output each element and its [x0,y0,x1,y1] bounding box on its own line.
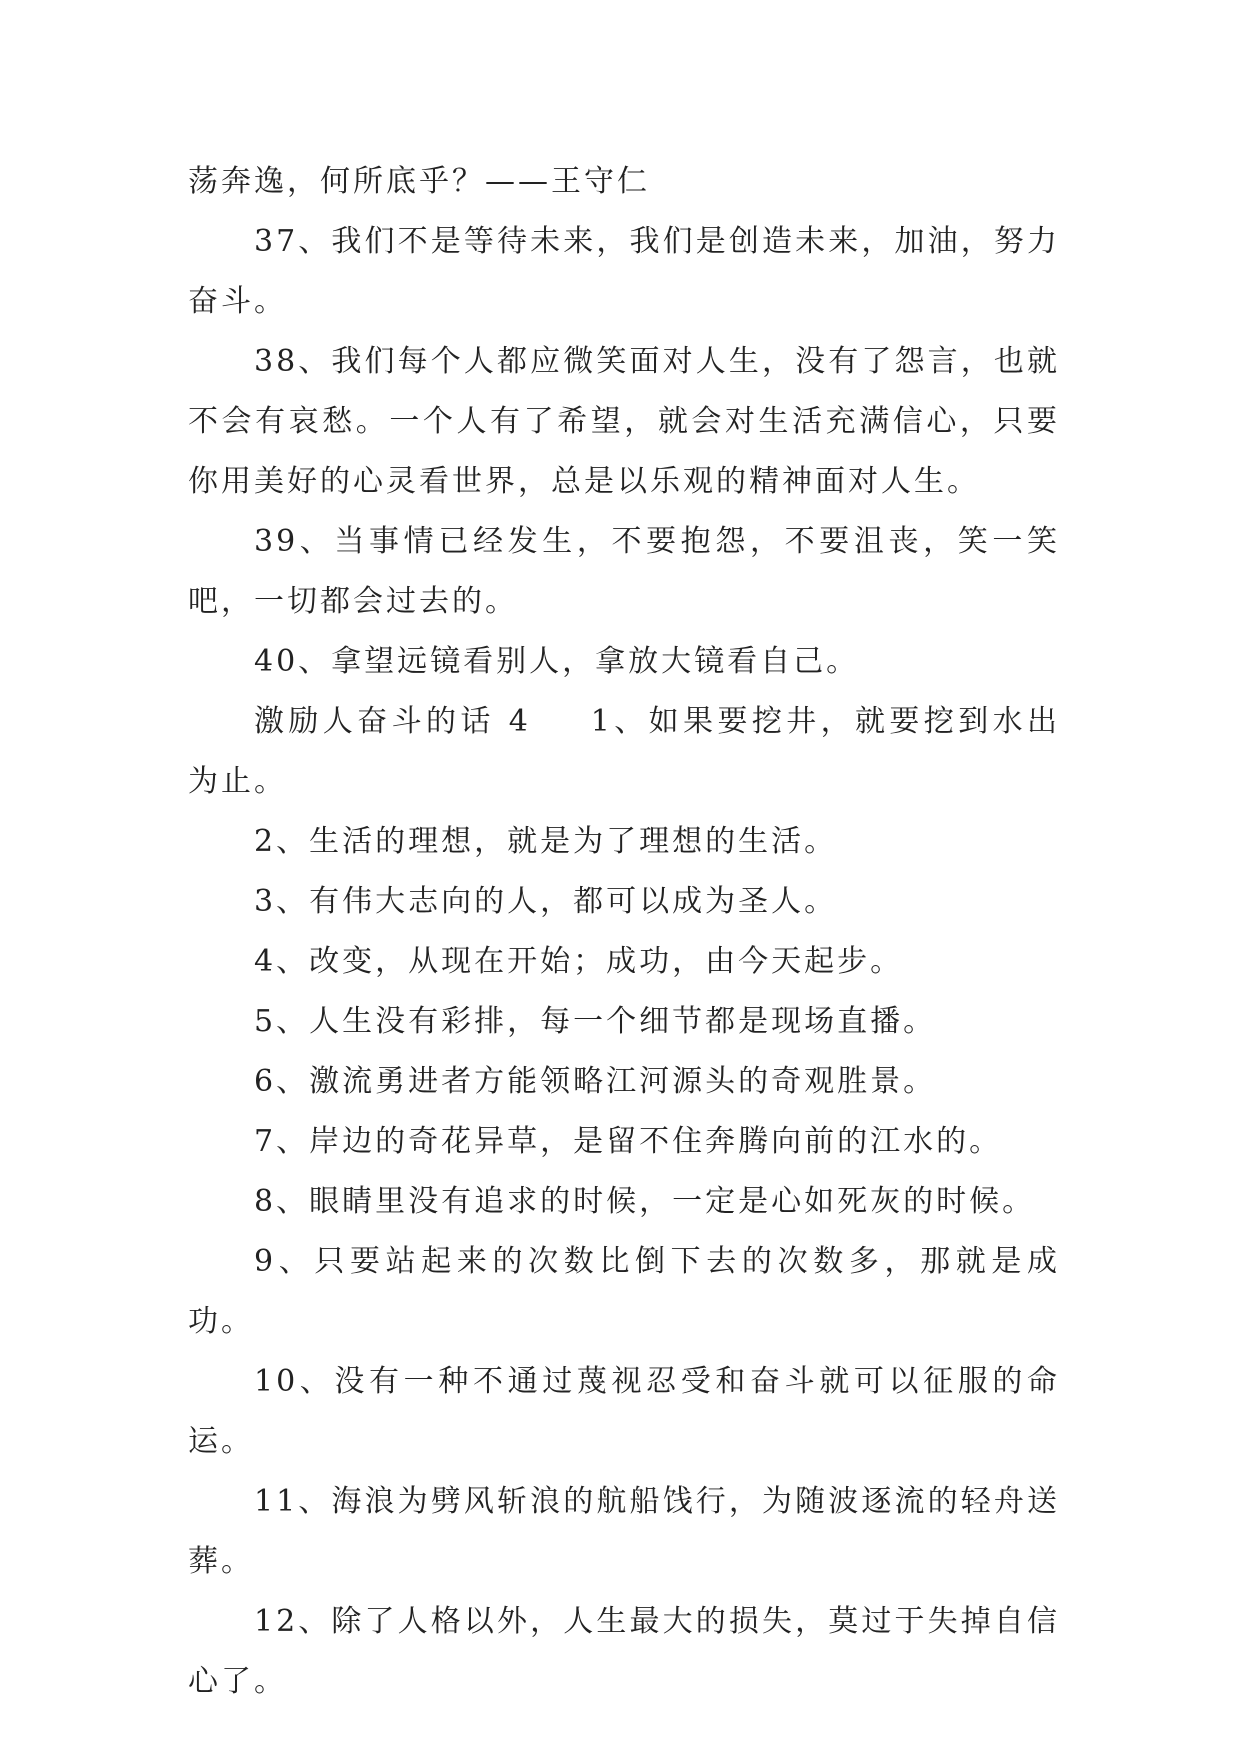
list-item: 8、眼睛里没有追求的时候，一定是心如死灰的时候。 [254,1184,1036,1219]
list-item: 2、生活的理想，就是为了理想的生活。 [254,824,838,859]
section-first-item: 1、如果要挖井，就要挖到水出为止。 [188,704,1060,799]
list-item: 5、人生没有彩排，每一个细节都是现场直播。 [254,1004,937,1039]
paragraph-item-37: 37、我们不是等待未来，我们是创造未来，加油，努力奋斗。 [188,224,1060,319]
paragraph-continuation: 荡奔逸，何所底乎？——王守仁 [188,164,650,199]
list-item: 4、改变，从现在开始；成功，由今天起步。 [254,944,904,979]
list-item: 3、有伟大志向的人，都可以成为圣人。 [254,884,838,919]
list-item: 11、海浪为劈风斩浪的航船饯行，为随波逐流的轻舟送葬。 [188,1484,1060,1579]
list-item: 9、只要站起来的次数比倒下去的次数多，那就是成功。 [188,1244,1060,1339]
list-item: 6、激流勇进者方能领略江河源头的奇观胜景。 [254,1064,937,1099]
section-heading: 激励人奋斗的话 4 [254,704,531,739]
paragraph-item-39: 39、当事情已经发生，不要抱怨，不要沮丧，笑一笑吧，一切都会过去的。 [188,524,1060,619]
section-paragraph [188,692,1060,812]
paragraph-item-38: 38、我们每个人都应微笑面对人生，没有了怨言，也就不会有哀愁。一个人有了希望，就会对生活充满信心，只要你用美好的心灵看世界，总是以乐观的精神面对人生。 [188,344,1060,499]
document-body [188,152,1060,1712]
list-item: 12、除了人格以外，人生最大的损失，莫过于失掉自信心了。 [188,1604,1060,1699]
list-item: 10、没有一种不通过蔑视忍受和奋斗就可以征服的命运。 [188,1364,1060,1459]
paragraph-item-40: 40、拿望远镜看别人，拿放大镜看自己。 [254,644,860,679]
list-item: 7、岸边的奇花异草，是留不住奔腾向前的江水的。 [254,1124,1003,1159]
